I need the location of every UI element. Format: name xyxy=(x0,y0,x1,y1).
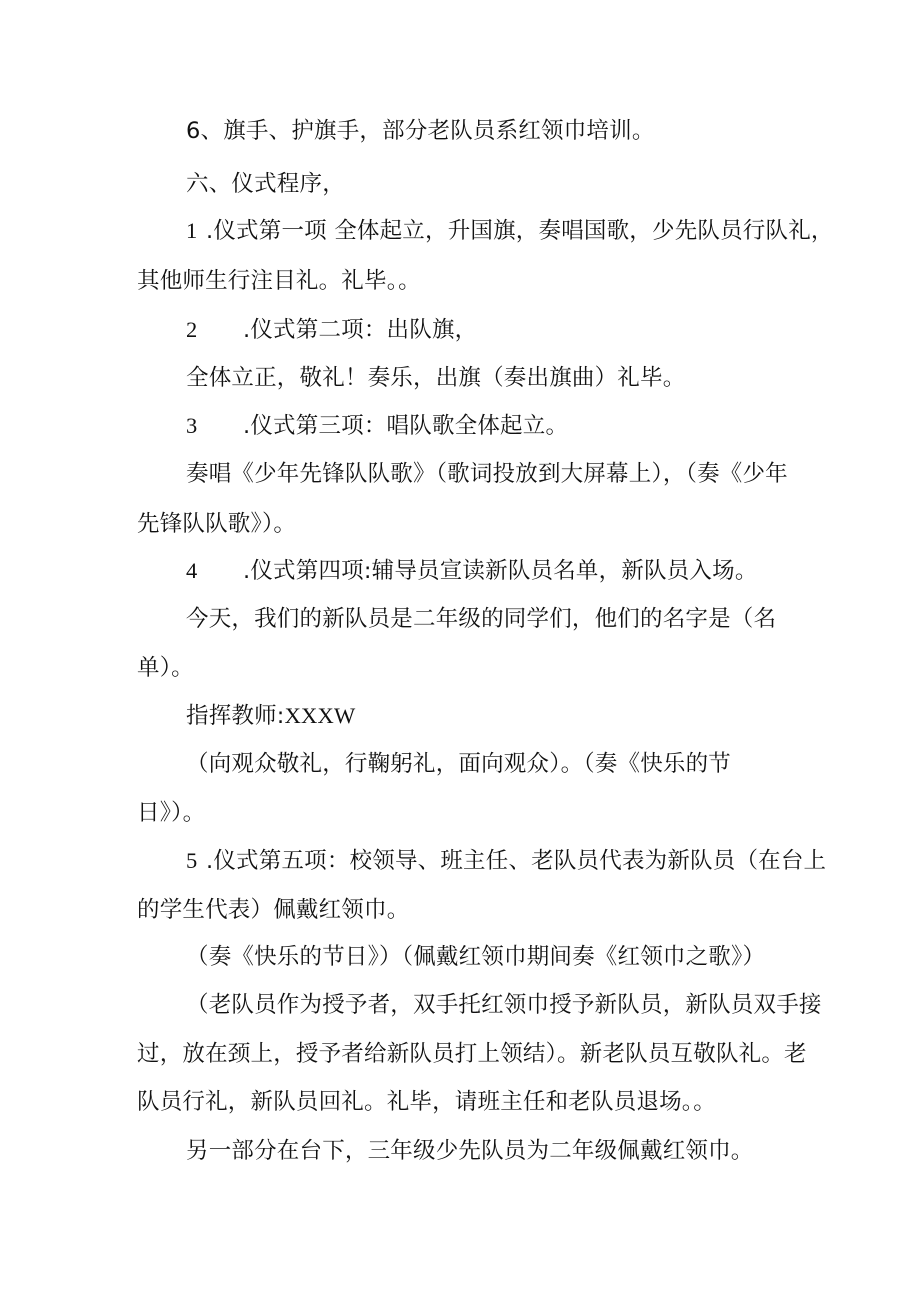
text-line: 先锋队队歌》）。 xyxy=(137,511,297,537)
text-line: 的学生代表）佩戴红领巾。 xyxy=(137,897,410,923)
section-heading: 六、仪式程序， xyxy=(186,171,345,197)
text-line: 另一部分在台下，三年级少先队员为二年级佩戴红领巾。 xyxy=(186,1138,754,1164)
text-line: （老队员作为授予者，双手托红领巾授予新队员，新队员双手接 xyxy=(186,992,822,1018)
text-line: 今天，我们的新队员是二年级的同学们，他们的名字是（名 xyxy=(186,606,777,632)
step-1-line: 1 .仪式第一项 全体起立，升国旗，奏唱国歌，少先队员行队礼， xyxy=(186,218,834,244)
text-line: （奏《快乐的节日》）（佩戴红领巾期间奏《红领巾之歌》） xyxy=(186,944,766,970)
step-number: 1 xyxy=(186,218,198,243)
step-number: 3 xyxy=(186,413,198,438)
text-line: 其他师生行注目礼。礼毕。。 xyxy=(137,268,421,294)
step-4-line: 4 .仪式第四项:辅导员宣读新队员名单，新队员入场。 xyxy=(186,558,758,584)
text-line: 6、旗手、护旗手，部分老队员系红领巾培训。 xyxy=(186,118,655,144)
step-5-line: 5 .仪式第五项：校领导、班主任、老队员代表为新队员（在台上 xyxy=(186,848,827,874)
text-line: 过，放在颈上，授予者给新队员打上领结）。新老队员互敬队礼。老 xyxy=(137,1041,807,1067)
step-number: 2 xyxy=(186,317,198,342)
text-line: 单）。 xyxy=(137,655,194,681)
step-2-line: 2 .仪式第二项：出队旗， xyxy=(186,317,478,343)
text-line: 队员行礼，新队员回礼。礼毕，请班主任和老队员退场。。 xyxy=(137,1089,716,1115)
text-line: 奏唱《少年先锋队队歌》（歌词投放到大屏幕上），（奏《少年 xyxy=(186,461,788,487)
step-number: 4 xyxy=(186,558,198,583)
teacher-name: XXXW xyxy=(284,703,356,728)
text-line: （向观众敬礼，行鞠躬礼，面向观众）。（奏《快乐的节 xyxy=(186,751,732,777)
text-line: 全体立正，敬礼！奏乐，出旗（奏出旗曲）礼毕。 xyxy=(186,365,686,391)
step-3-line: 3 .仪式第三项：唱队歌全体起立。 xyxy=(186,413,569,439)
conductor-line: 指挥教师:XXXW xyxy=(186,703,356,729)
step-number: 5 xyxy=(186,848,198,873)
text-line: 日》）。 xyxy=(137,800,206,826)
